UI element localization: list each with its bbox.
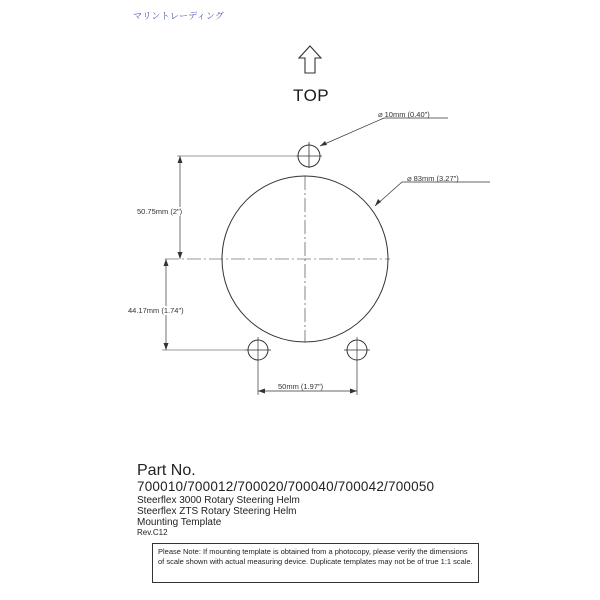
horizontal-dimension: 50mm (1.97") [278,382,324,391]
vertical-dimension-upper: 50.75mm (2") [137,207,183,216]
part-numbers: 700010/700012/700020/700040/700042/700050 [137,479,435,494]
description-line: Steerflex 3000 Rotary Steering Helm [137,495,300,506]
vertical-dimension-lower: 44.17mm (1.74") [128,306,184,315]
description-line: Steerflex ZTS Rotary Steering Helm [137,506,297,517]
hole-diameter-text: 10mm (0.40") [384,110,430,119]
part-no-label: Part No. [137,462,196,479]
up-arrow-icon [299,46,321,73]
photocopy-note [152,543,479,583]
description-line: Mounting Template [137,517,222,528]
part-info [137,462,434,538]
note-text: Please Note: If mounting template is obtained from a photocopy, please verify the dimensions of scale shown with actual measuring device. Duplicate templates may not be of true 1:1 scale. [158,547,473,566]
diameter-icon: ⌀ [407,174,412,183]
circle-diameter-text: 83mm (3.27") [413,174,459,183]
site-link[interactable]: マリントレーディング [133,12,225,22]
top-orientation-label: TOP [293,86,330,105]
circle-diameter-callout [407,174,459,183]
revision-label: Rev.C12 [137,528,168,537]
hole-diameter-callout [378,110,430,119]
diameter-icon: ⌀ [378,110,383,119]
